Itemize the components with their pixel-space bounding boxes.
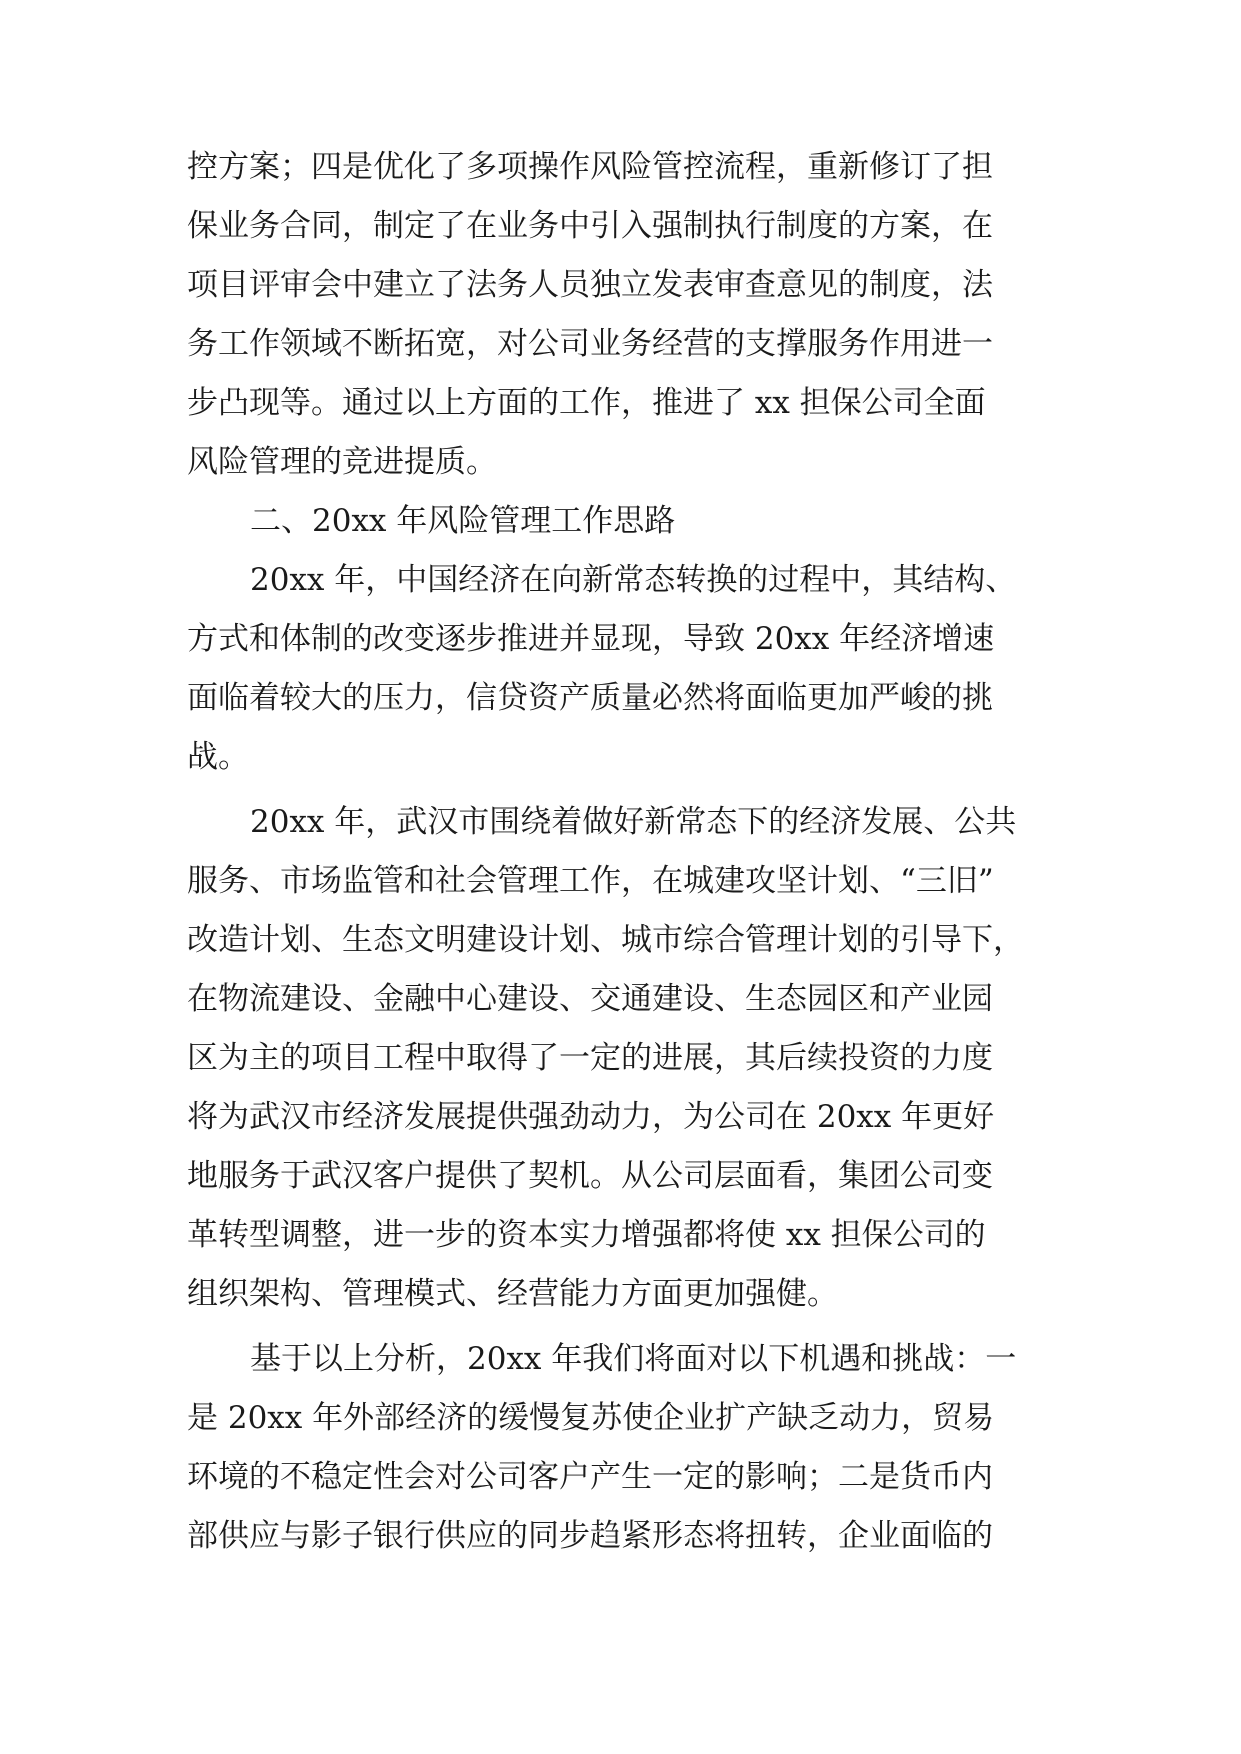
text-line-5: 步凸现等。通过以上方面的工作，推进了 xx 担保公司全面 [187,385,986,421]
text-line-19: 革转型调整，进一步的资本实力增强都将使 xx 担保公司的 [187,1217,986,1253]
text-line-21: 基于以上分析，20xx 年我们将面对以下机遇和挑战：一 [250,1341,1017,1377]
text-line-1: 控方案；四是优化了多项操作风险管控流程，重新修订了担 [187,149,993,185]
text-line-2: 保业务合同，制定了在业务中引入强制执行制度的方案，在 [187,208,993,244]
text-line-13: 服务、市场监管和社会管理工作，在城建攻坚计划、“三旧” [187,863,994,899]
text-line-20: 组织架构、管理模式、经营能力方面更加强健。 [187,1276,838,1312]
text-line-18: 地服务于武汉客户提供了契机。从公司层面看，集团公司变 [187,1158,993,1194]
text-line-17: 将为武汉市经济发展提供强劲动力，为公司在 20xx 年更好 [187,1099,995,1135]
text-line-12: 20xx 年，武汉市围绕着做好新常态下的经济发展、公共 [250,804,1017,840]
text-line-24: 部供应与影子银行供应的同步趋紧形态将扭转，企业面临的 [187,1518,993,1554]
section-heading: 二、20xx 年风险管理工作思路 [250,503,676,539]
text-line-14: 改造计划、生态文明建设计划、城市综合管理计划的引导下， [187,922,1024,958]
text-line-8: 20xx 年，中国经济在向新常态转换的过程中，其结构、 [250,562,1017,598]
text-line-22: 是 20xx 年外部经济的缓慢复苏使企业扩产缺乏动力，贸易 [187,1400,995,1436]
text-line-23: 环境的不稳定性会对公司客户产生一定的影响；二是货币内 [187,1459,993,1495]
text-line-6: 风险管理的竞进提质。 [187,444,497,480]
text-line-16: 区为主的项目工程中取得了一定的进展，其后续投资的力度 [187,1040,993,1076]
text-line-10: 面临着较大的压力，信贷资产质量必然将面临更加严峻的挑 [187,680,993,716]
text-line-11: 战。 [187,739,249,775]
text-line-15: 在物流建设、金融中心建设、交通建设、生态园区和产业园 [187,981,993,1017]
text-line-9: 方式和体制的改变逐步推进并显现，导致 20xx 年经济增速 [187,621,995,657]
text-line-4: 务工作领域不断拓宽，对公司业务经营的支撑服务作用进一 [187,326,993,362]
text-line-3: 项目评审会中建立了法务人员独立发表审查意见的制度，法 [187,267,993,303]
